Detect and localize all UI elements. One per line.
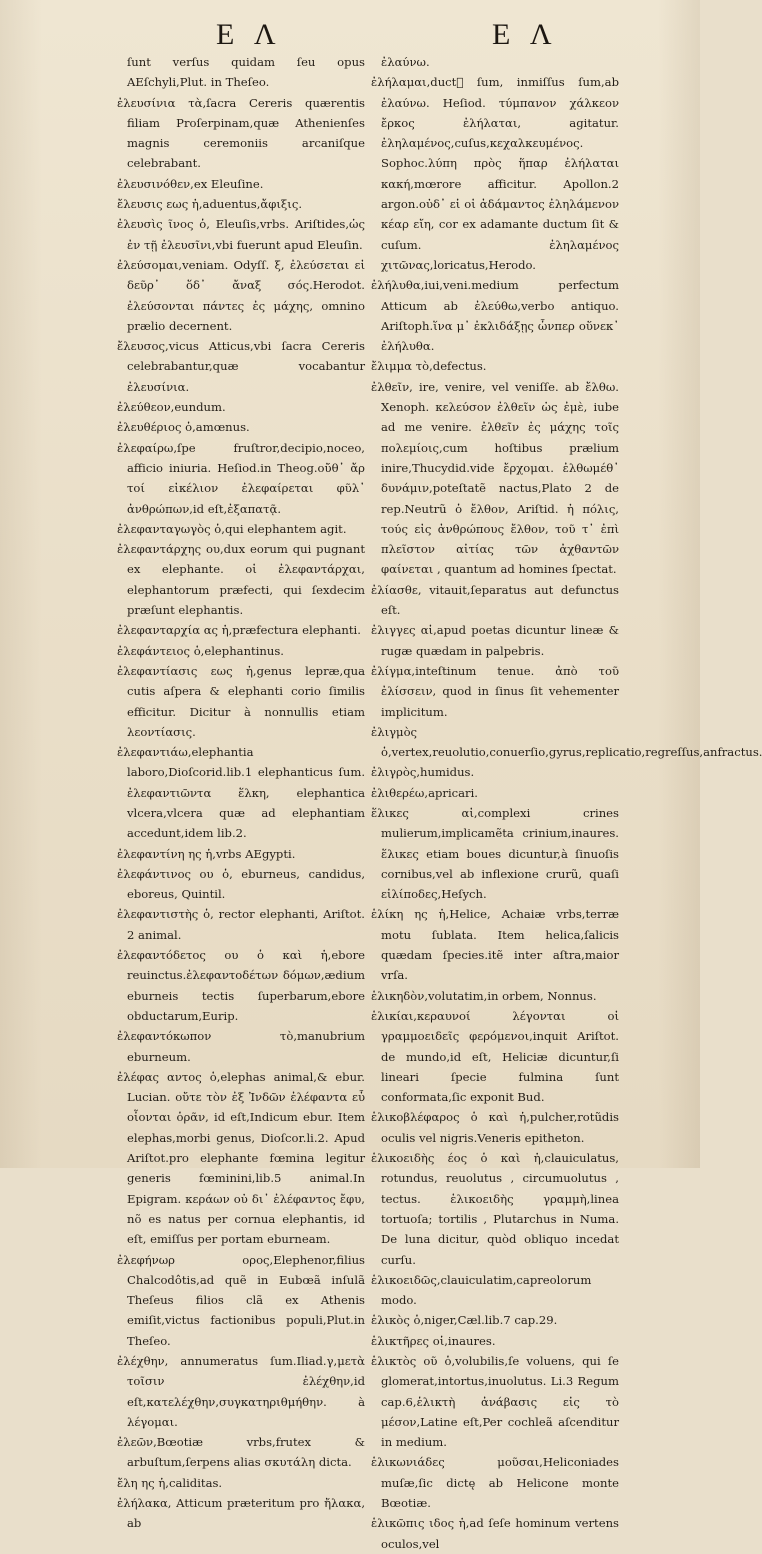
right-column-entry: ἐλιγρὸς,humidus. (371, 765, 475, 780)
left-column-entry: ἐλήλακα, Atticum præteritum pro ἤλακα, ab (117, 1496, 365, 1531)
left-column-entry: ἐλεφαίρω,ſpe fruſtror,decipio,noceo, afficio iniuria. Heſiod.in Theog.οὔθ᾽ ἄρ τοί εἰκέλιον ἐλεφαίρεται φῦλ᾽ ἀνθρώπων,id eſt,ἐξαπατᾷ. (117, 440, 365, 516)
left-column-entry: ἐλεύθεον,eundum. (117, 400, 226, 415)
left-column-entry: ἐλεφανταγωγὸς ὁ,qui elephantem agit. (117, 521, 347, 536)
left-column-entry: ἐλεφανταρχία ας ἡ,præfectura elephanti. (117, 623, 361, 638)
right-column-entry: ἑλικοειδὴς έος ὁ καὶ ἡ,clauiculatus, rotundus, reuolutus , circumuolutus , tectus. ἑλικοειδὴς γραμμὴ,linea tortuoſa; tortilis , Plutarchus in Numa. De luna dicitur, quòd obliquo incedat curſu. (371, 1151, 619, 1267)
right-column-entry: ἕλικες αἱ,complexi crines mulierum,implicamẽta crinium,inaures. ἕλικες etiam boues dicuntur,à ſinuoſis cornibus,vel ab inflexione crurũ, quaſi εἰλίποδες,Heſych. (371, 805, 619, 902)
right-column-entry: ἑλικοειδῶς,clauiculatim,capreolorum modo. (371, 1272, 592, 1308)
right-column-entry: ἐλθεῖν, ire, venire, vel veniſſe. ab ἔλθω. Xenoph. κελεύσον ἐλθεῖν ὡς ἐμὲ, iube ad me venire. ἐλθεῖν ἐς μάχης τοῖς πολεμίοις,cum hoſtibus prælium inire,Thucydid.vide ἔρχομαι. ἐλθωμέθ᾽ δυνάμιν,poteſtatẽ nactus,Plato 2 de rep.Neutrũ ὁ ἔλθον, Ariſtid. ἡ πόλις, τούς εἰς ἀνθρώπους ἔλθον, τοῦ τ᾽ ἐπὶ πλεῖστον αἰτίας τῶν ἀχθαντῶν φαίνεται , quantum ad homines ſpectat. (371, 379, 619, 577)
right-column-entry: ἑλικωνιάδες μοῦσαι,Heliconiades muſæ,ſic dictę ab Helicone monte Bœotiæ. (371, 1455, 619, 1511)
right-column-entry: ἑλικῶπις ιδος ἡ,ad ſeſe hominum vertens oculos,vel (371, 1516, 619, 1551)
left-column-entry: ἐλευθέριος ὁ,amœnus. (117, 420, 250, 435)
left-column-entry: ἐλευσίνια τὰ,ſacra Cereris quærentis filiam Proſerpinam,quæ Athenienſes magnis ceremoniis arcaniſque celebrabant. (117, 95, 365, 171)
running-head-right: E Λ (492, 18, 558, 51)
left-column-entry: ἐλεφάντειος ὁ,elephantinus. (117, 643, 284, 658)
left-column-entry: ἐλεύσομαι,veniam. Odyſſ. ξ, ἐλεύσεται εἰ δεῦρ᾽ ὅδ᾽ ἄναξ σός.Herodot. ἐλεύσονται πάντες ἐς μάχης, omnino prælio decernent. (117, 257, 365, 333)
left-column-entry: ἐλεφαντιστὴς ὁ, rector elephanti, Ariſtot. 2 animal. (117, 907, 365, 942)
left-column-entry: ἐλεφαντάρχης ου,dux eorum qui pugnant ex elephante. οἱ ἐλεφαντάρχαι, elephantorum præfecti, qui ſexdecim præſunt elephantis. (117, 542, 365, 618)
left-column-entry: ἐλευσὶς ῖνος ὁ, Eleuſis,vrbs. Ariſtides,ὡς ἐν τῇ ἐλευσῖνι,vbi fuerunt apud Eleuſin. (117, 217, 365, 252)
left-column-entry: ἔλευσος,vicus Atticus,vbi ſacra Cereris celebrabantur,quæ vocabantur ἐλευσίνια. (117, 339, 365, 394)
right-column-entry: ἑλίκη ης ἡ,Helice, Achaiæ vrbs,terræ motu ſublata. Item helica,ſalicis quædam ſpecies.itẽ inter aſtra,maior vrſa. (371, 907, 619, 983)
left-column-entry: ἐλεφαντόδετος ου ὁ καὶ ἡ,ebore reuinctus.ἐλεφαντοδέτων δόμων,ædium eburneis tectis ſuperbarum,ebore obductarum,Eurip. (117, 948, 365, 1023)
right-column-entry: ἐλαύνω. (381, 55, 430, 69)
right-column-entry: ἐλιγμὸς ὁ,vertex,reuolutio,conuerſio,gyrus,replicatio,regreſſus,anfractus. (371, 724, 762, 760)
right-column-entry: ἐλίασθε, vitauit,ſeparatus aut defunctus eſt. (371, 582, 619, 618)
right-column-entry: ἐλήλαμαι,duct᷑ ſum, inmiſſus ſum,ab ἐλαύνω. Heſiod. τύμπανον χάλκεον ἔρκος ἐλήλαται, agitatur. ἐληλαμένος,cuſus,κεχαλκευμένος. Sophoc.λύπη πρὸς ἥπαρ ἐλήλαται κακή,mœrore afficitur. Apollon.2 argon.οὐδ᾽ εἰ οἱ ἀδάμαντος ἐληλάμενον κέαρ εἴη, cor ex adamante ductum ſit & cuſum. ἐληλαμένος χιτῶνας,loricatus,Herodo. (371, 75, 619, 272)
left-column-entry: ἔλη ης ἡ,caliditas. (117, 1475, 223, 1490)
left-column-entry: ſunt verſus quidam ſeu opus AEſchyli,Plut. in Theſeo. (127, 55, 365, 90)
right-column-entry: ἑλικὸς ὁ,niger,Cæl.lib.7 cap.29. (371, 1313, 558, 1328)
right-column-entry: ἑλικοβλέφαρος ὁ καὶ ἡ,pulcher,rotũdis oculis vel nigris.Veneris epitheton. (371, 1110, 619, 1145)
right-column-entry: ἐλίγμα,inteſtinum tenue. ἀπὸ τοῦ ἐλίσσειν, quod in ſinus ſit vehementer implicitum. (371, 663, 619, 719)
right-column-entry: ἔλιμμα τὸ,defectus. (371, 359, 487, 374)
left-column-entry: ἔλευσις εως ἡ,aduentus,ἄφιξις. (117, 197, 303, 212)
right-column-entry: ἑλικτῆρες οἱ,inaures. (371, 1333, 496, 1348)
left-column-entry: ἐλεφάντινος ου ὁ, eburneus, candidus, eboreus, Quintil. (117, 866, 365, 902)
left-column-entry: ἐλεφαντόκωπον τὸ,manubrium eburneum. (117, 1029, 365, 1064)
left-column-entry: ἐλεφαντίασις εως ἡ,genus lepræ,qua cutis aſpera & elephanti corio ſimilis efficitur. Dicitur à nonnullis etiam λεοντίασις. (117, 663, 365, 739)
left-column-entry: ἐλεφαντιάω,elephantia laboro,Dioſcorid.lib.1 elephanticus ſum. ἐλεφαντιῶντα ἕλκη, elephantica vlcera,vlcera quæ ad elephantiam accedunt,idem lib.2. (117, 745, 365, 841)
right-column-entry: ἐλιγγες αἱ,apud poetas dicuntur lineæ & rugæ quædam in palpebris. (371, 623, 619, 658)
right-column-entry: ἐλιθερέω,apricari. (371, 785, 478, 800)
left-column-entry: ἐλεφήνωρ ορος,Elephenor,filius Chalcodôtis,ad quẽ in Eubœã inſulã Theſeus filios clã ex Athenis emiſit,victus factionibus populi,Plut.in Theſeo. (117, 1252, 365, 1348)
right-column (371, 52, 762, 1551)
left-column-entry: ἐλέφας αντος ὁ,elephas animal,& ebur. Lucian. οὔτε τὸν ἐξ Ἰνδῶν ἐλέφαντα εὖ οἶονται ὁρᾶν, id eſt,Indicum ebur. Item elephas,morbi genus, Dioſcor.li.2. Apud Ariſtot.pro elephante fœmina legitur generis fœminini,lib.5 animal.In Epigram. κεράων οὐ δι᾽ ἐλέφαντος ἔφυ, nõ es natus per cornua elephantis, id eſt, emiſſus per portam eburneam. (117, 1069, 365, 1247)
left-column-entry: ἐλεφαντίνη ης ἡ,vrbs AEgypti. (117, 846, 296, 861)
running-head-left: E Λ (216, 18, 282, 51)
left-column-entry: ἐλευσινόθεν,ex Eleuſine. (117, 176, 264, 191)
left-column (117, 52, 365, 1531)
left-column-entry: ἐλέχθην, annumeratus ſum.Iliad.γ,μετὰ τοῖσιν ἐλέχθην,id eſt,κατελέχθην,συγκατηριθμήθην. à λέγομαι. (117, 1354, 365, 1429)
right-column-entry: ἑλικηδὸν,volutatim,in orbem, Nonnus. (371, 988, 597, 1003)
right-column-entry: ἑλικίαι,κεραυνοί λέγονται οἱ γραμμοειδεῖς φερόμενοι,inquit Ariſtot. de mundo,id eſt, Heliciæ dicuntur,ſi lineari ſpecie fulmina ſunt conformata,ſic exponit Bud. (371, 1008, 619, 1105)
left-column-entry: ἐλεῶν,Bœotiæ vrbs,frutex & arbuſtum,ſerpens alias σκυτάλη dicta. (117, 1435, 365, 1470)
right-column-entry: ἑλικτὸς οῦ ὁ,volubilis,ſe voluens, qui ſe glomerat,intortus,inuolutus. Li.3 Regum cap.6,ἑλικτὴ ἀνάβασις εἰς τὸ μέσον,Latine eſt,Per cochleã aſcenditur in medium. (371, 1354, 619, 1450)
right-column-entry: ἐλήλυθα,iui,veni.medium perfectum Atticum ab ἐλεύθω,verbo antiquo. Ariſtoph.ἵνα μ᾽ ἐκλιδάξῃς ὧνπερ οὕνεκ᾽ ἐλήλυθα. (371, 278, 619, 354)
